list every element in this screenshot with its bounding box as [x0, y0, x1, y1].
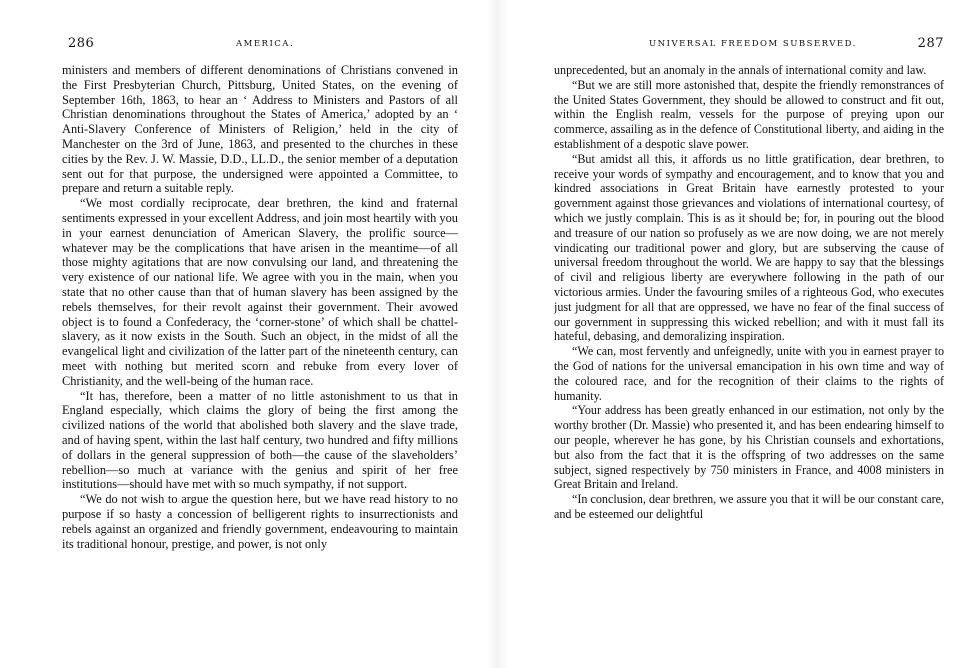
left-page-text — [62, 63, 458, 551]
right-paragraph-2: “But we are still more astonished that, despite the friendly remonstrances of the United States Government, they should be allowed to construct and fit out, within the English realm, vessels for the purpose of preying upon our commerce, assailing as in the defence of Constitutional liberty, and aiding in the establishment of a despotic slave power. — [554, 77, 944, 151]
right-paragraph-3: “But amidst all this, it affords us no little gratification, dear brethren, to receive your words of sympathy and encouragement, and to know that you and kindred associations in Great Britain have earnestly protested to your government against those grievances and violations of international courtesy, of which we justly complain. This is as it should be; for, in pouring out the blood and treasure of our nation so profusely as we are now doing, we are not merely vindicating our traditional power and glory, but are subserving the cause of universal freedom throughout the world. We are happy to say that the blessings of civil and religious liberty are everywhere following in the path of our victorious armies. Under the favouring smiles of a righteous God, who executes just judgment for all that are oppressed, we have no fear of the final success of our government in suppressing this wicked rebellion; and with it must fall its hateful, debasing, and demoralizing inspiration. — [554, 151, 944, 344]
left-paragraph-1: ministers and members of different denominations of Christians convened in the First Presbyterian Church, Pittsburg, United States, on the evening of September 16th, 1863, to hear an ‘ Address to Ministers and Pastors of all Christian denominations throughout the States of America,’ adopted by an ‘ Anti-Slavery Conference of Ministers of Religion,’ held in the city of Manchester on the 3rd of June, 1863, and presented to the churches in these cities by the Rev. J. W. Massie, D.D., LL.D., the senior member of a deputation sent out for that purpose, the undersigned were appointed a Committee, to prepare and return a suitable reply. — [62, 63, 458, 196]
right-paragraph-5: “Your address has been greatly enhanced in our estimation, not only by the worthy brother (Dr. Massie) who presented it, and has been endearing himself to our people, wherever he has gone, by his Christian counsels and exhortations, but also from the fact that it is the offspring of two addresses on the same subject, signed respectively by 750 ministers in France, and 4008 ministers in Great Britain and Ireland. — [554, 403, 944, 492]
right-page-text — [554, 63, 944, 522]
left-paragraph-2: “We most cordially reciprocate, dear brethren, the kind and fraternal sentiments expressed in your excellent Address, and join most heartily with you in your earnest denunciation of American Slavery, the prolific source—whatever may be the complications that have arisen in the meantime—of all those mighty agitations that are now convulsing our land, and threatening the very existence of our national life. We agree with you in the main, when you state that no other cause than that of human slavery has been assigned by the rebels themselves, for their revolt against their government. Their avowed object is to found a Confederacy, the ‘corner-stone’ of which shall be chattel-slavery, as it now exists in the South. Such an object, in the midst of all the evangelical light and civilization of the latter part of the nineteenth century, can meet with nothing but merited scorn and rebuke from every lover of Christianity, and the well-being of the human race. — [62, 196, 458, 388]
left-running-head — [62, 36, 458, 52]
left-page — [62, 0, 458, 668]
left-running-title: AMERICA. — [236, 39, 295, 49]
right-page — [554, 0, 944, 668]
left-paragraph-3: “It has, therefore, been a matter of no little astonishment to us that in England especially, which claims the glory of being the first among the civilized nations of the world that abolished both slavery and the slave trade, and of having spent, within the last half century, two hundred and fifty millions of dollars in the general suppression of both—the cause of the slaveholders’ rebellion—so much at variance with the genius and spirit of her free institutions—should have met with so much sympathy, if not support. — [62, 388, 458, 492]
right-paragraph-6: “In conclusion, dear brethren, we assure you that it will be our constant care, and be esteemed our delightful — [554, 492, 944, 521]
book-gutter — [486, 0, 508, 668]
left-page-number: 286 — [68, 36, 95, 51]
right-running-head — [554, 36, 944, 52]
right-page-number: 287 — [917, 36, 944, 51]
right-running-title: UNIVERSAL FREEDOM SUBSERVED. — [649, 39, 857, 49]
left-paragraph-4: “We do not wish to argue the question here, but we have read history to no purpose if so hasty a concession of belligerent rights to insurrectionists and rebels against an organized and friendly government, endeavouring to maintain its traditional honour, prestige, and power, is not only — [62, 492, 458, 551]
right-paragraph-1: unprecedented, but an anomaly in the annals of international comity and law. — [554, 63, 927, 77]
right-paragraph-4: “We can, most fervently and unfeignedly, unite with you in earnest prayer to the God of nations for the universal emancipation in his own time and way of the coloured race, and for the recognition of their claims to the rights of humanity. — [554, 344, 944, 403]
